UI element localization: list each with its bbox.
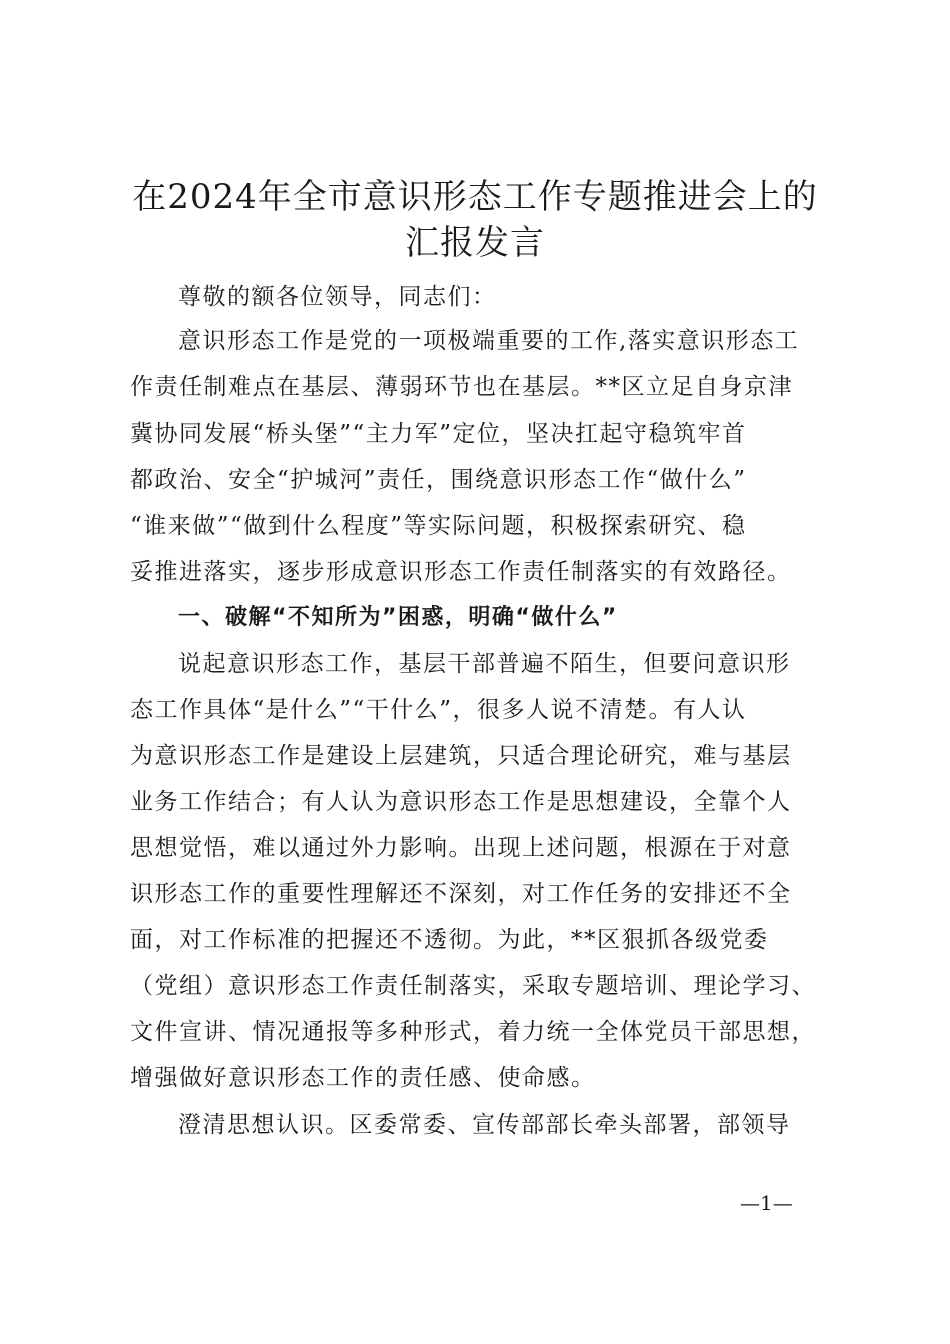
paragraph-line: 妥推进落实，逐步形成意识形态工作责任制落实的有效路径。 bbox=[130, 559, 792, 585]
paragraph-line: 面，对工作标准的把握还不透彻。为此，**区狠抓各级党委 bbox=[130, 927, 769, 953]
document-title-line-1: 在2024年全市意识形态工作专题推进会上的 bbox=[132, 177, 818, 217]
document-title-line-2: 汇报发言 bbox=[405, 223, 545, 263]
paragraph-line: “谁来做”“做到什么程度”等实际问题，积极探索研究、稳 bbox=[130, 513, 747, 539]
paragraph-line: 冀协同发展“桥头堡”“主力军”定位，坚决扛起守稳筑牢首 bbox=[130, 421, 747, 447]
paragraph-line: 文件宣讲、情况通报等多种形式，着力统一全体党员干部思想， bbox=[130, 1019, 816, 1045]
paragraph-line: 说起意识形态工作，基层干部普遍不陌生，但要问意识形 bbox=[178, 651, 791, 677]
paragraph-line: 意识形态工作是党的一项极端重要的工作,落实意识形态工 bbox=[178, 328, 800, 354]
section-heading: 一、破解“不知所为”困惑，明确“做什么” bbox=[178, 605, 618, 630]
paragraph-line: 识形态工作的重要性理解还不深刻，对工作任务的安排还不全 bbox=[130, 881, 792, 907]
paragraph-line: 作责任制难点在基层、薄弱环节也在基层。**区立足自身京津 bbox=[130, 374, 793, 400]
paragraph-line: 态工作具体“是什么”“干什么”，很多人说不清楚。有人认 bbox=[130, 697, 747, 723]
paragraph-line: 为意识形态工作是建设上层建筑，只适合理论研究，难与基层 bbox=[130, 743, 792, 769]
paragraph-line: 思想觉悟，难以通过外力影响。出现上述问题，根源在于对意 bbox=[130, 835, 792, 861]
page-number: —1— bbox=[740, 1191, 793, 1215]
paragraph-line: 增强做好意识形态工作的责任感、使命感。 bbox=[130, 1065, 596, 1091]
paragraph-line: 业务工作结合；有人认为意识形态工作是思想建设，全靠个人 bbox=[130, 789, 792, 815]
paragraph-line: 都政治、安全“护城河”责任，围绕意识形态工作“做什么” bbox=[130, 467, 747, 493]
salutation: 尊敬的额各位领导，同志们： bbox=[178, 284, 497, 310]
paragraph-line: （党组）意识形态工作责任制落实，采取专题培训、理论学习、 bbox=[130, 973, 816, 999]
paragraph-line: 澄清思想认识。区委常委、宣传部部长牵头部署，部领导 bbox=[178, 1112, 791, 1138]
